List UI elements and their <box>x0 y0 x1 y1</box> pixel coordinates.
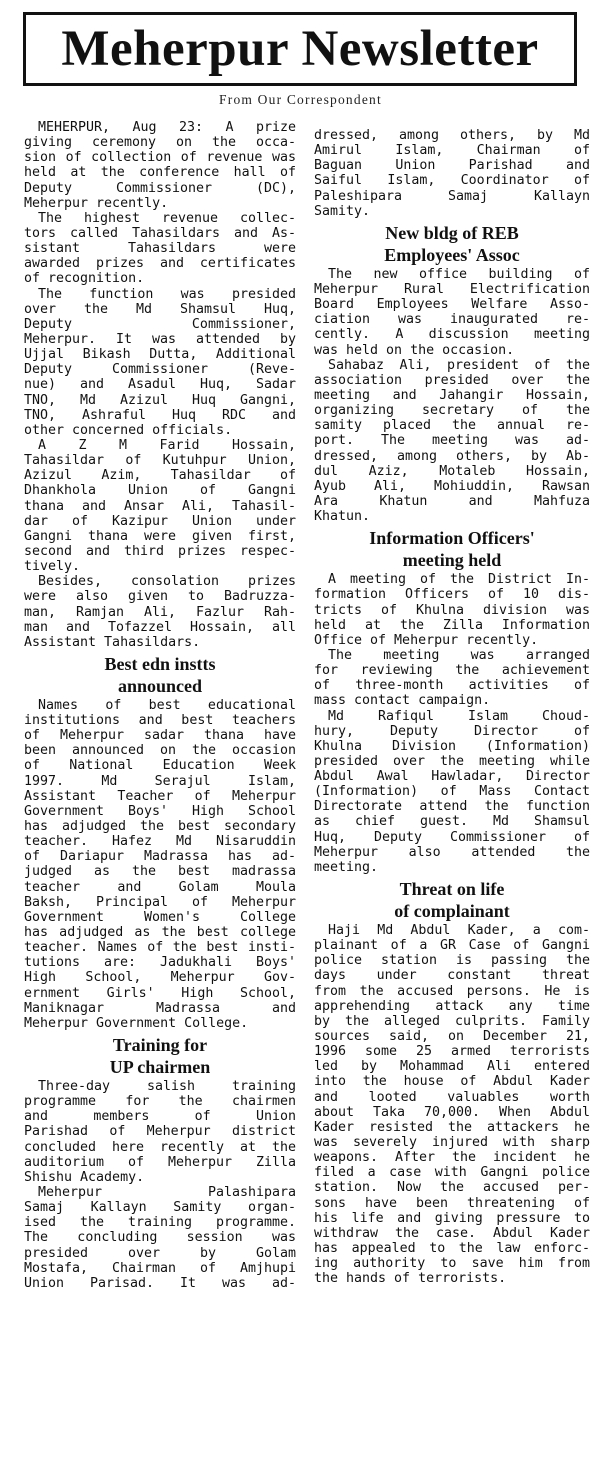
text-line: programme for the chairmen <box>24 1094 296 1110</box>
text-line: was held on the occasion. <box>314 342 515 358</box>
text-line: A meeting of the District In- <box>328 572 590 588</box>
info-officers-article <box>314 572 590 875</box>
text-line: sistant Tahasildars were <box>24 241 296 257</box>
text-line: station. Now the accused per- <box>314 1180 590 1196</box>
text-line: Haji Md Abdul Kader, a com- <box>328 923 590 939</box>
text-line: other concerned officials. <box>24 422 233 438</box>
text-line: Khulna Division (Information) <box>314 738 590 754</box>
text-line: The new office building of <box>328 266 590 282</box>
section-heading-training <box>24 1034 296 1078</box>
text-line: Paleshipara Samaj Kallayn <box>314 188 590 204</box>
text-line: meeting. <box>314 859 379 875</box>
intro-article <box>24 120 296 650</box>
text-line: Dhankhola Union of Gangni <box>24 483 296 499</box>
text-line: were also given to Badruzza- <box>24 589 296 605</box>
text-line: was severely injured with sharp <box>314 1135 590 1151</box>
text-line: nue) and Asadul Huq, Sadar <box>24 377 296 393</box>
text-line: Government Women's College <box>24 909 296 925</box>
text-line: Ara Khatun and Mahfuza <box>314 493 590 509</box>
text-line: filed a case with Gangni police <box>314 1165 590 1181</box>
text-line: samity placed the annual re- <box>314 418 590 434</box>
text-line: teacher. Hafez Md Nisaruddin <box>24 834 296 850</box>
text-line: Gangni thana were given first, <box>24 528 296 544</box>
text-line: sion of collection of revenue was <box>24 150 296 166</box>
text-line: dressed, among others, by Md <box>314 128 590 143</box>
text-line: ised the training programme. <box>24 1215 296 1231</box>
text-line: as chief guest. Md Shamsul <box>314 814 590 830</box>
text-line: man and Tofazzel Hossain, all <box>24 619 296 635</box>
text-line: Amirul Islam, Chairman of <box>314 143 590 159</box>
text-line: (Information) of Mass Contact <box>314 784 590 800</box>
text-line: police station is passing the <box>314 953 590 969</box>
text-line: Meherpur Government College. <box>24 1015 249 1031</box>
text-line: Abdul Awal Hawladar, Director <box>314 769 590 785</box>
text-line: Mostafa, Chairman of Amjhupi <box>24 1260 296 1276</box>
text-line: Directorate attend the function <box>314 799 590 815</box>
text-line: Besides, consolation prizes <box>38 574 296 590</box>
text-line: the hands of terrorists. <box>314 1271 507 1287</box>
text-line: dul Aziz, Motaleb Hossain, <box>314 463 590 479</box>
text-line: into the house of Abdul Kader <box>314 1074 590 1090</box>
training-article-continued <box>314 128 590 219</box>
text-line: Meherpur recently. <box>24 195 169 211</box>
text-line: of National Education Week <box>24 758 296 774</box>
section-heading-reb <box>314 222 590 266</box>
text-line: thana and Ansar Ali, Tahasil- <box>24 498 296 514</box>
section-heading-info-officers <box>314 527 590 571</box>
text-line: of Dariapur Madrassa has ad- <box>24 849 296 865</box>
text-line: man, Ramjan Ali, Fazlur Rah- <box>24 604 296 620</box>
heading-line: New bldg of REB <box>385 222 519 243</box>
text-line: his life and giving pressure to <box>314 1210 590 1226</box>
text-line: TNO, Ashraful Huq RDC and <box>24 407 296 423</box>
masthead-box <box>23 12 577 86</box>
right-column <box>314 128 590 1286</box>
heading-line: meeting held <box>402 550 502 571</box>
text-line: Deputy Commissioner (Reve- <box>24 362 296 378</box>
heading-line: of complainant <box>394 901 510 922</box>
text-line: TNO, Md Azizul Huq Gangni, <box>24 392 296 408</box>
text-line: Union Parisad. It was ad- <box>24 1275 296 1291</box>
text-line: led by Mohammad Ali entered <box>314 1059 590 1075</box>
text-line: Assistant Teacher of Meherpur <box>24 788 296 804</box>
text-line: by the alleged culprits. Family <box>314 1013 590 1029</box>
text-line: Board Employees Welfare Asso- <box>314 297 590 313</box>
text-line: The meeting was arranged <box>328 647 590 663</box>
text-line: Sahabaz Ali, president of the <box>328 357 590 373</box>
text-line: from the accused persons. He is <box>314 983 590 999</box>
text-line: over the Md Shamsul Huq, <box>24 301 296 317</box>
text-line: Parishad of Meherpur district <box>24 1124 296 1140</box>
text-line: Ayub Ali, Mohiuddin, Rawsan <box>314 478 590 494</box>
heading-line: Information Officers' <box>369 528 535 549</box>
text-line: The concluding session was <box>24 1230 296 1246</box>
heading-line: Threat on life <box>399 879 505 900</box>
text-line: The highest revenue collec- <box>38 210 296 226</box>
text-line: Three-day salish training <box>38 1079 296 1095</box>
text-line: ing authority to save him from <box>314 1256 590 1272</box>
text-line: Government Boys' High School <box>24 803 296 819</box>
text-line: institutions and best teachers <box>24 713 296 729</box>
text-line: giving ceremony on the occa- <box>24 135 296 151</box>
text-line: Meherpur Rural Electrification <box>314 281 590 297</box>
section-heading-threat <box>314 878 590 922</box>
text-line: ernment Girls' High School, <box>24 985 296 1001</box>
text-line: auditorium of Meherpur Zilla <box>24 1154 296 1170</box>
text-line: tors called Tahasildars and As- <box>24 225 296 241</box>
text-line: teacher. Names of the best insti- <box>24 940 296 956</box>
text-line: has adjudged the best secondary <box>24 819 296 835</box>
text-line: Khatun. <box>314 509 371 525</box>
text-line: of Meherpur sadar thana have <box>24 728 296 744</box>
text-line: of three-month activities of <box>314 678 590 694</box>
text-line: port. The meeting was ad- <box>314 433 590 449</box>
text-line: apprehending attack any time <box>314 998 590 1014</box>
text-line: Samaj Kallayn Samity organ- <box>24 1200 296 1216</box>
text-line: Kader resisted the attackers he <box>314 1119 590 1135</box>
text-line: 1996 some 25 armed terrorists <box>314 1044 590 1060</box>
text-line: mass contact campaign. <box>314 693 491 709</box>
text-line: judged as the best madrassa <box>24 864 296 880</box>
text-line: formation Officers of 10 dis- <box>314 587 590 603</box>
best-edn-article <box>24 698 296 1031</box>
text-line: hury, Deputy Director of <box>314 723 590 739</box>
left-column <box>24 120 296 1291</box>
text-line: weapons. After the incident he <box>314 1150 590 1166</box>
text-line: held at the conference hall of <box>24 165 296 181</box>
text-line: Meherpur also attended the <box>314 844 590 860</box>
heading-line: Employees' Assoc <box>384 244 520 265</box>
text-line: Huq, Deputy Commissioner of <box>314 829 590 845</box>
text-line: Ujjal Bikash Dutta, Additional <box>24 347 296 363</box>
text-line: Azizul Azim, Tahasildar of <box>24 468 296 484</box>
text-line: The function was presided <box>38 286 296 302</box>
text-line: Baguan Union Parishad and <box>314 158 590 174</box>
text-line: second and third prizes respec- <box>24 543 296 559</box>
text-line: High School, Meherpur Gov- <box>24 970 296 986</box>
masthead-title: Meherpur Newsletter <box>61 20 539 77</box>
text-line: tutions are: Jadukhali Boys' <box>24 955 296 971</box>
text-line: MEHERPUR, Aug 23: A prize <box>38 120 296 135</box>
text-line: tricts of Khulna division was <box>314 602 590 618</box>
text-line: Office of Meherpur recently. <box>314 632 539 648</box>
text-line: withdraw the case. Abdul Kader <box>314 1225 590 1241</box>
text-line: Meherpur Palashipara <box>38 1185 296 1200</box>
text-line: Maniknagar Madrassa and <box>24 1000 296 1016</box>
text-line: has appealed to the law enforc- <box>314 1241 590 1256</box>
text-line: presided over by Golam <box>24 1245 296 1261</box>
text-line: Meherpur. It was attended by <box>24 331 296 347</box>
text-line: presided over the meeting while <box>314 753 590 769</box>
text-line: Samity. <box>314 203 371 219</box>
text-line: awarded prizes and certificates <box>24 256 296 272</box>
text-line: Saiful Islam, Coordinator of <box>314 173 590 189</box>
text-line: teacher and Golam Moula <box>24 879 296 895</box>
text-line: days under constant threat <box>314 968 590 984</box>
heading-line: UP chairmen <box>109 1057 211 1078</box>
text-line: plainant of a GR Case of Gangni <box>314 938 590 954</box>
byline: From Our Correspondent <box>219 92 382 107</box>
text-line: has adjudged as the best college <box>24 925 296 941</box>
text-line: A Z M Farid Hossain, <box>38 437 296 453</box>
text-line: and looted valuables worth <box>314 1089 590 1105</box>
text-line: sources said, on December 21, <box>314 1029 590 1045</box>
text-line: tively. <box>24 559 81 575</box>
text-line: Baksh, Principal of Meherpur <box>24 894 296 910</box>
text-line: Deputy Commissioner, <box>24 316 296 332</box>
text-line: concluded here recently at the <box>24 1139 296 1155</box>
text-line: Names of best educational <box>38 697 296 713</box>
heading-line: Best edn instts <box>104 653 216 674</box>
text-line: 1997. Md Serajul Islam, <box>24 773 296 789</box>
text-line: meeting and Jahangir Hossain, <box>314 387 590 403</box>
training-article <box>24 1079 296 1291</box>
text-line: dar of Kazipur Union under <box>24 513 296 529</box>
reb-article <box>314 267 590 524</box>
text-line: organizing secretary of the <box>314 403 590 419</box>
text-line: Assistant Tahasildars. <box>24 634 201 650</box>
text-line: about Taka 70,000. When Abdul <box>314 1104 590 1120</box>
heading-line: announced <box>117 675 203 696</box>
text-line: and members of Union <box>24 1109 296 1125</box>
heading-line: Training for <box>112 1035 208 1056</box>
text-line: for reviewing the achievement <box>314 663 590 679</box>
text-line: of recognition. <box>24 271 145 287</box>
text-line: ciation was inaugurated re- <box>314 312 590 328</box>
text-line: cently. A discussion meeting <box>314 327 590 343</box>
text-line: been announced on the occasion <box>24 743 296 759</box>
threat-article <box>314 923 590 1286</box>
text-line: association presided over the <box>314 372 590 388</box>
text-line: Md Rafiqul Islam Choud- <box>328 708 590 724</box>
text-line: Deputy Commissioner (DC), <box>24 180 296 196</box>
text-line: sons have been threatening of <box>314 1195 590 1211</box>
section-heading-best-edn <box>24 653 296 697</box>
text-line: dressed, among others, by Ab- <box>314 448 590 464</box>
text-line: Shishu Academy. <box>24 1169 145 1185</box>
text-line: held at the Zilla Information <box>314 617 590 633</box>
text-line: Tahasildar of Kutuhpur Union, <box>24 453 296 469</box>
